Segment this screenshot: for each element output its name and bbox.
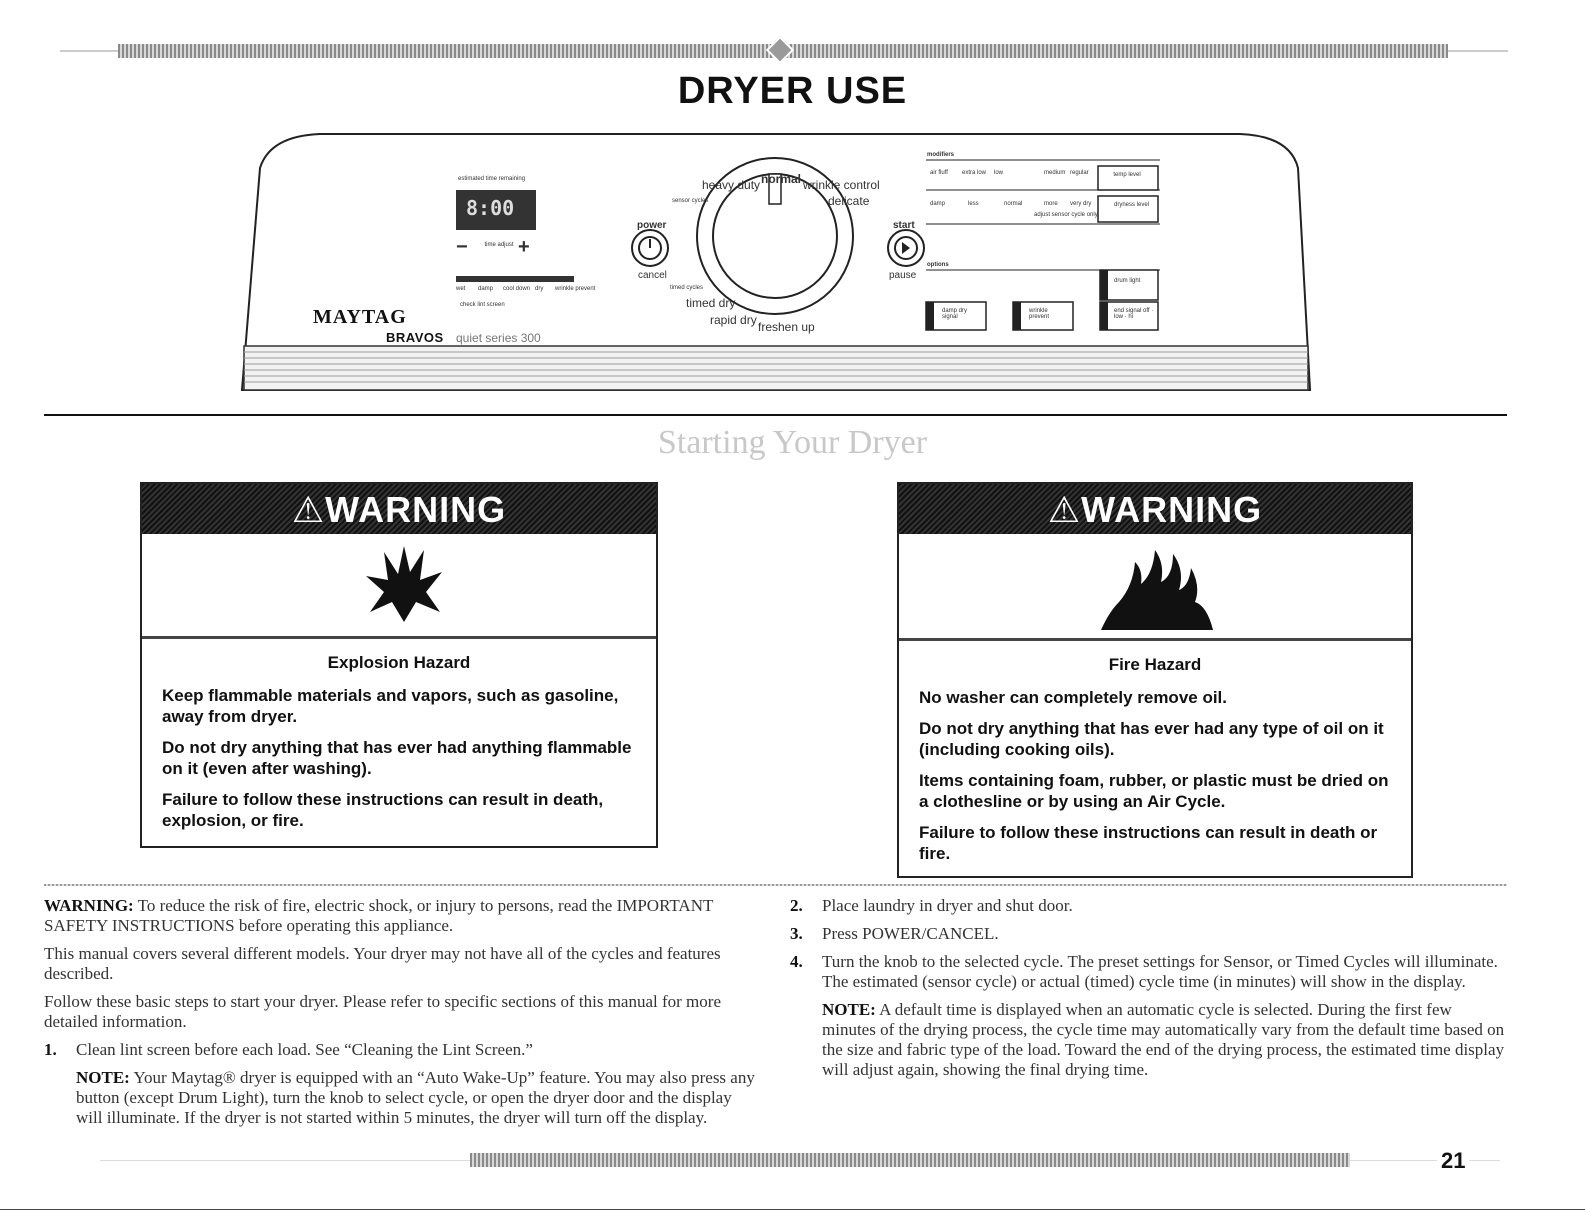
start-label: start	[893, 220, 915, 231]
end-signal-button[interactable]: end signal off · low · hi	[1114, 308, 1154, 320]
step-3	[790, 924, 1506, 944]
left-column	[44, 896, 762, 1136]
time-adjust-label: time adjust	[484, 242, 514, 248]
status-label-wrinkle-prevent: wrinkle prevent	[555, 286, 596, 292]
warning-box-explosion	[140, 482, 658, 848]
warning-text: To reduce the risk of fire, electric shock, or injury to persons, read the IMPORTANT SAFETY INSTRUCTIONS before operating this appliance.	[44, 896, 714, 935]
steps-intro-paragraph: Follow these basic steps to start your dryer. Please refer to specific sections of this manual for more detailed information.	[44, 992, 721, 1031]
models-paragraph: This manual covers several different models. Your dryer may not have all of the cycles and features described.	[44, 944, 721, 983]
step-4	[790, 952, 1506, 1080]
page-number: 21	[1437, 1148, 1469, 1174]
warning-line: Items containing foam, rubber, or plastic must be dried on a clothesline or by using an Air Cycle.	[919, 771, 1389, 811]
fire-icon	[1099, 546, 1215, 632]
model-logo: BRAVOS	[386, 330, 444, 345]
cancel-label: cancel	[638, 270, 667, 281]
time-plus-button[interactable]: +	[518, 236, 530, 258]
status-label-damp: damp	[478, 286, 494, 292]
section-rule	[44, 414, 1507, 416]
note-text: Your Maytag® dryer is equipped with an “Auto Wake-Up” feature. You may also press any button (except Drum Light), turn the knob to select cycle, or open the dryer door and the display will illuminate. If the dryer is not started within 5 minutes, the dryer will turn off the display.	[76, 1068, 755, 1127]
cycle-wrinkle-control[interactable]: wrinkle control	[803, 178, 880, 192]
damp-dry-signal-button[interactable]: damp dry signal	[942, 308, 968, 320]
warning-box-fire	[897, 482, 1413, 878]
step-text: Press POWER/CANCEL.	[822, 924, 999, 943]
timed-cycles-label: timed cycles	[670, 285, 704, 291]
step-number: 2.	[790, 896, 803, 915]
options-label: options	[927, 262, 949, 268]
cycle-delicate[interactable]: delicate	[828, 194, 870, 208]
warning-triangle-icon: ⚠	[291, 489, 326, 530]
sensor-cycles-label: sensor cycles	[672, 198, 709, 204]
temp-option-regular: regular	[1070, 170, 1089, 176]
cycle-normal[interactable]: normal	[761, 172, 802, 186]
wrinkle-prevent-button[interactable]: wrinkle prevent	[1029, 308, 1050, 320]
header-rule-left	[60, 50, 120, 52]
warning-line: Keep flammable materials and vapors, such as gasoline, away from dryer.	[162, 686, 619, 726]
warning-paragraph	[44, 896, 762, 936]
dry-option-more: more	[1044, 201, 1058, 207]
temp-option-air-fluff: air fluff	[930, 170, 948, 176]
warning-header	[142, 484, 656, 534]
control-panel-illustration	[230, 128, 1320, 398]
warning-header-label: WARNING	[1081, 489, 1263, 530]
dry-option-damp: damp	[930, 201, 946, 207]
warning-header-label: WARNING	[325, 489, 507, 530]
brand-logo: MAYTAG	[313, 306, 407, 328]
adjust-sensor-note: adjust sensor cycle only	[1034, 212, 1098, 218]
step-number: 1.	[44, 1040, 57, 1059]
footer-rule-right	[1350, 1160, 1500, 1161]
note-label: NOTE:	[76, 1068, 130, 1087]
temp-option-low: low	[994, 170, 1004, 176]
step-number: 3.	[790, 924, 803, 943]
diamond-ornament-icon	[766, 36, 794, 64]
start-pause-button[interactable]	[886, 230, 926, 270]
warning-header	[899, 484, 1411, 534]
power-cancel-button[interactable]	[630, 230, 670, 270]
time-minus-button[interactable]: −	[456, 236, 468, 258]
page-title: DRYER USE	[677, 70, 908, 112]
temp-level-button[interactable]: temp level	[1113, 172, 1141, 178]
right-column	[790, 896, 1506, 1088]
pause-label: pause	[889, 270, 917, 281]
temp-option-extra-low: extra low	[962, 170, 987, 176]
power-label: power	[637, 220, 667, 231]
cycle-heavy-duty[interactable]: heavy duty	[702, 178, 761, 192]
time-display-value: 8:00	[466, 196, 515, 220]
temp-option-medium: medium	[1044, 170, 1066, 176]
note-label: NOTE:	[822, 1000, 876, 1019]
explosion-icon	[364, 542, 444, 626]
warning-triangle-icon: ⚠	[1047, 489, 1082, 530]
series-label: quiet series 300	[456, 331, 541, 345]
page-bottom-rule	[0, 1209, 1585, 1210]
note-paragraph	[76, 1068, 762, 1128]
step-text: Turn the knob to the selected cycle. The preset settings for Sensor, or Timed Cycles will illuminate. The estimated (sensor cycle) or actual (timed) cycle time (in minutes) will show in the display.	[822, 952, 1498, 991]
warning-line: No washer can completely remove oil.	[919, 688, 1228, 707]
warning-line: Do not dry anything that has ever had any type of oil on it (including cooking oils).	[919, 719, 1384, 759]
step-text: Clean lint screen before each load. See “Cleaning the Lint Screen.”	[76, 1040, 533, 1059]
modifiers-label: modifiers	[927, 152, 955, 158]
dry-option-less: less	[968, 201, 979, 207]
fire-icon-area	[899, 534, 1411, 641]
dryness-level-button[interactable]: dryness level	[1114, 202, 1150, 208]
cycle-rapid-dry[interactable]: rapid dry	[710, 313, 757, 327]
dry-option-normal: normal	[1004, 201, 1023, 207]
footer-decorative-band	[470, 1153, 1350, 1167]
cycle-timed-dry[interactable]: timed dry	[686, 296, 736, 310]
step-text: Place laundry in dryer and shut door.	[822, 896, 1073, 915]
explosion-icon-area	[142, 534, 656, 639]
footer-rule-left	[100, 1160, 470, 1161]
status-label-wet: wet	[456, 286, 466, 292]
status-label-dry: dry	[535, 286, 544, 292]
header-rule-right	[1448, 50, 1508, 52]
warning-line: Failure to follow these instructions can result in death, explosion, or fire.	[162, 790, 604, 830]
check-lint-label: check lint screen	[460, 302, 505, 308]
body-rule	[44, 884, 1507, 886]
status-label-cool-down: cool down	[503, 286, 531, 292]
cycle-freshen-up[interactable]: freshen up	[758, 320, 815, 334]
step-1	[44, 1040, 762, 1128]
note-paragraph	[822, 1000, 1506, 1080]
hazard-title: Fire Hazard	[1108, 655, 1202, 674]
warning-line: Do not dry anything that has ever had anything flammable on it (even after washing).	[162, 738, 632, 778]
warning-label: WARNING:	[44, 896, 134, 915]
step-2	[790, 896, 1506, 916]
display-label: estimated time remaining	[458, 176, 526, 182]
drum-light-button[interactable]: drum light	[1114, 278, 1141, 284]
step-number: 4.	[790, 952, 803, 971]
note-text: A default time is displayed when an automatic cycle is selected. During the first few minutes of the drying process, the cycle time may automatically vary from the default time based on the size and fabric type of the load. Toward the end of the drying process, the estimated time display will adjust again, showing the final drying time.	[822, 1000, 1505, 1079]
warning-line: Failure to follow these instructions can result in death or fire.	[919, 823, 1378, 863]
dry-option-very-dry: very dry	[1070, 201, 1092, 207]
hazard-title: Explosion Hazard	[327, 653, 471, 672]
section-title: Starting Your Dryer	[657, 424, 928, 461]
